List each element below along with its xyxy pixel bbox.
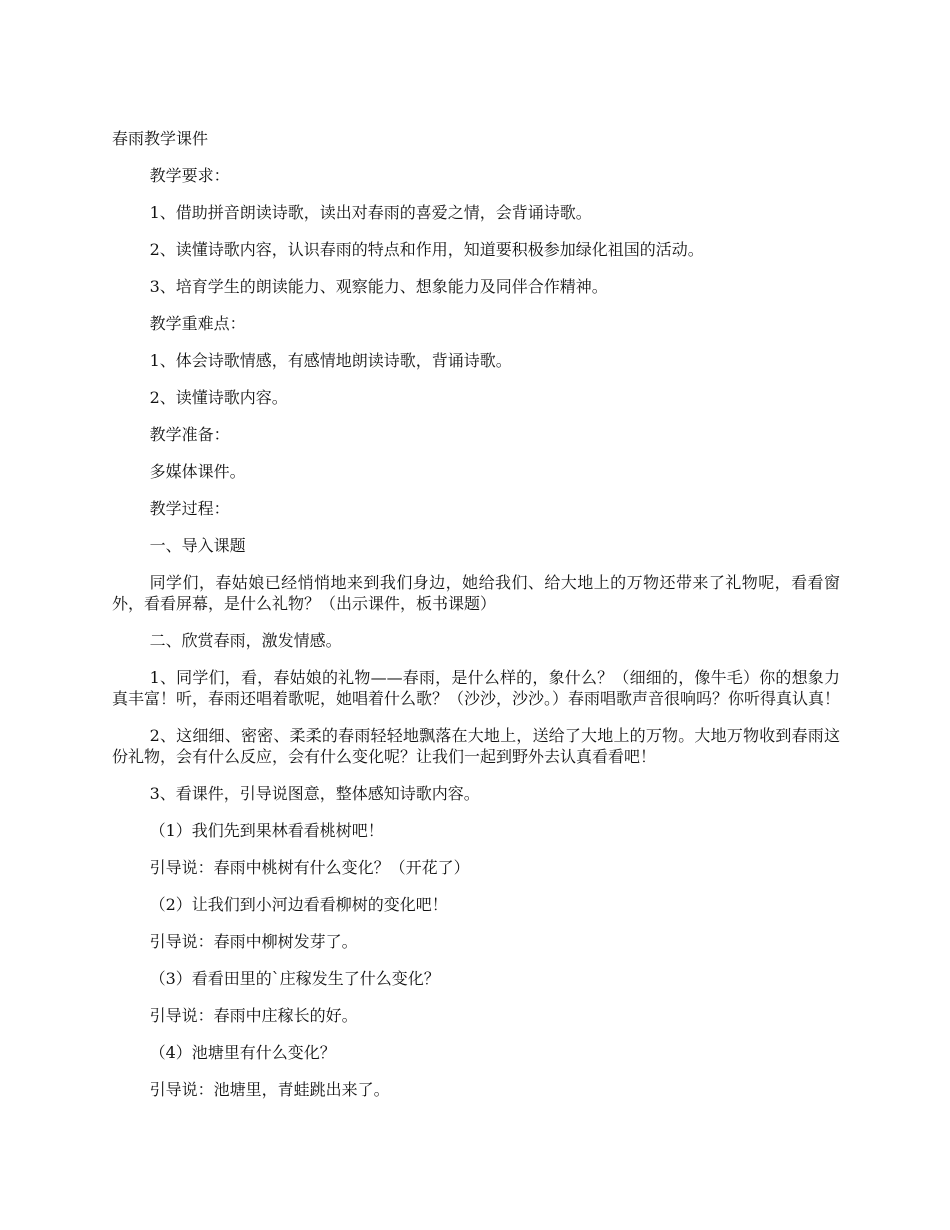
requirement-item: 2、读懂诗歌内容，认识春雨的特点和作用，知道要积极参加绿化祖国的活动。 xyxy=(149,240,704,259)
guided-answer: 引导说：春雨中柳树发芽了。 xyxy=(149,932,358,951)
body-paragraph: 2、这细细、密密、柔柔的春雨轻轻地飘落在大地上，送给了大地上的万物。大地万物收到春雨这份礼物，会有什么反应，会有什么变化呢？让我们一起到野外去认真看看吧！ xyxy=(112,726,840,766)
body-paragraph: 同学们，春姑娘已经悄悄地来到我们身边，她给我们、给大地上的万物还带来了礼物呢，看看窗外，看看屏幕，是什么礼物？（出示课件，板书课题） xyxy=(112,573,840,613)
guided-answer: 引导说：池塘里，青蛙跳出来了。 xyxy=(149,1080,390,1099)
process-step-heading: 二、欣赏春雨，激发情感。 xyxy=(149,631,342,650)
key-point-item: 1、体会诗歌情感，有感情地朗读诗歌，背诵诗歌。 xyxy=(149,351,512,370)
document-title: 春雨教学课件 xyxy=(112,129,209,148)
section-heading-key-points: 教学重难点： xyxy=(149,314,246,333)
document-body xyxy=(112,128,840,1116)
guided-answer: 引导说：春雨中桃树有什么变化？（开花了） xyxy=(149,858,470,877)
section-heading-requirements: 教学要求： xyxy=(149,166,230,185)
key-point-item: 2、读懂诗歌内容。 xyxy=(149,388,288,407)
sub-step: （2）让我们到小河边看看柳树的变化吧！ xyxy=(149,895,448,914)
body-paragraph: 1、同学们，看，春姑娘的礼物——春雨，是什么样的，象什么？（细细的，像牛毛）你的想象力真丰富！听，春雨还唱着歌呢，她唱着什么歌？（沙沙，沙沙。）春雨唱歌声音很响吗？你听得真认真！ xyxy=(112,668,841,708)
guided-answer: 引导说：春雨中庄稼长的好。 xyxy=(149,1006,358,1025)
preparation-item: 多媒体课件。 xyxy=(149,462,246,481)
section-heading-preparation: 教学准备： xyxy=(149,425,230,444)
section-heading-process: 教学过程： xyxy=(149,499,230,518)
body-paragraph: 3、看课件，引导说图意，整体感知诗歌内容。 xyxy=(149,784,480,803)
sub-step: （3）看看田里的`庄稼发生了什么变化？ xyxy=(149,969,440,988)
sub-step: （4）池塘里有什么变化？ xyxy=(149,1043,336,1062)
process-step-heading: 一、导入课题 xyxy=(149,536,246,555)
requirement-item: 3、培育学生的朗读能力、观察能力、想象能力及同伴合作精神。 xyxy=(149,277,608,296)
sub-step: （1）我们先到果林看看桃树吧！ xyxy=(149,821,384,840)
requirement-item: 1、借助拼音朗读诗歌，读出对春雨的喜爱之情，会背诵诗歌。 xyxy=(149,203,592,222)
